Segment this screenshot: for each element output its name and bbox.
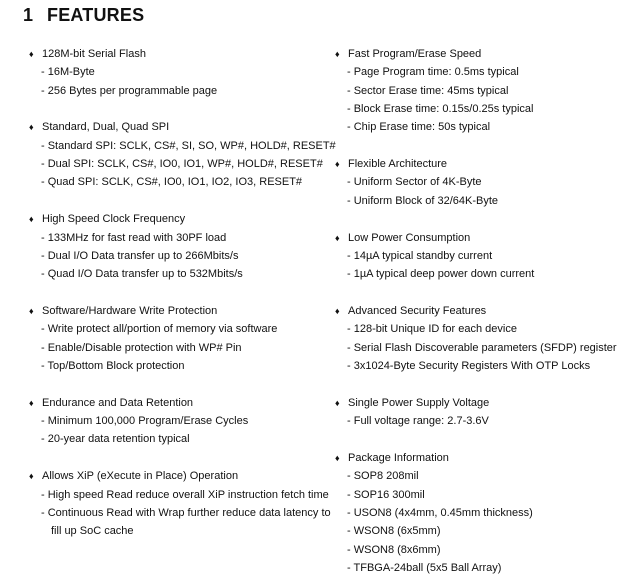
features-left-column (29, 45, 336, 541)
feature-group-xip (29, 467, 329, 540)
feature-item: - Uniform Sector of 4K-Byte (347, 176, 482, 189)
feature-title: ♦ Flexible Architecture (335, 155, 635, 173)
feature-item: - 16M-Byte (41, 66, 95, 79)
diamond-bullet-icon: ♦ (29, 49, 34, 59)
feature-item: - Quad SPI: SCLK, CS#, IO0, IO1, IO2, IO3, RESET# (41, 176, 303, 189)
feature-item: - 128-bit Unique ID for each device (347, 323, 517, 336)
feature-item: - TFBGA-24ball (5x5 Ball Array) (347, 561, 502, 574)
feature-group-security (335, 302, 635, 375)
feature-group-program-erase (335, 45, 635, 136)
feature-group-package (335, 449, 635, 577)
feature-item: - Standard SPI: SCLK, CS#, SI, SO, WP#, HOLD#, RESET# (41, 139, 336, 152)
diamond-bullet-icon: ♦ (335, 232, 340, 243)
feature-item: - Dual I/O Data transfer up to 266Mbits/s (41, 249, 239, 262)
features-right-column (335, 45, 635, 577)
feature-group-spi (29, 118, 336, 191)
feature-item: - Continuous Read with Wrap further reduce data latency to (41, 506, 331, 519)
feature-item: - 14µA typical standby current (347, 249, 493, 262)
feature-item: - Quad I/O Data transfer up to 532Mbits/s (41, 268, 243, 281)
feature-item: - Chip Erase time: 50s typical (347, 121, 491, 134)
feature-title: ♦ Standard, Dual, Quad SPI (29, 118, 329, 136)
feature-item: - 20-year data retention typical (41, 433, 190, 446)
feature-item: - Sector Erase time: 45ms typical (347, 84, 509, 97)
feature-item: - WSON8 (6x5mm) (347, 525, 441, 538)
feature-group-power-supply (335, 394, 635, 431)
feature-title: ♦ High Speed Clock Frequency (29, 210, 329, 228)
feature-group-architecture (335, 155, 635, 210)
diamond-bullet-icon: ♦ (335, 397, 340, 408)
diamond-bullet-icon: ♦ (335, 49, 340, 59)
feature-group-serial-flash (29, 45, 329, 100)
feature-title: ♦ Allows XiP (eXecute in Place) Operation (29, 467, 329, 485)
feature-item: - 256 Bytes per programmable page (41, 84, 218, 97)
feature-title: ♦ Advanced Security Features (335, 302, 635, 320)
diamond-bullet-icon: ♦ (29, 306, 34, 317)
feature-title: ♦ Software/Hardware Write Protection (29, 302, 329, 320)
diamond-bullet-icon: ♦ (29, 214, 34, 225)
feature-item: - Write protect all/portion of memory via software (41, 323, 278, 336)
diamond-bullet-icon: ♦ (29, 471, 34, 482)
feature-item: - 133MHz for fast read with 30PF load (41, 231, 227, 244)
feature-item: - Top/Bottom Block protection (41, 359, 185, 372)
feature-group-endurance (29, 394, 329, 449)
diamond-bullet-icon: ♦ (335, 453, 340, 464)
feature-item: - 1µA typical deep power down current (347, 268, 535, 281)
feature-item: - SOP16 300mil (347, 488, 425, 501)
feature-item: - Dual SPI: SCLK, CS#, IO0, IO1, WP#, HOLD#, RESET# (41, 158, 323, 171)
feature-item: - WSON8 (8x6mm) (347, 543, 441, 556)
feature-title: ♦ Endurance and Data Retention (29, 394, 329, 412)
feature-group-write-protection (29, 302, 329, 375)
feature-item: - High speed Read reduce overall XiP instruction fetch time (41, 488, 329, 501)
feature-item: - Uniform Block of 32/64K-Byte (347, 194, 499, 207)
feature-title: ♦ Fast Program/Erase Speed (335, 45, 635, 63)
feature-title: ♦ Low Power Consumption (335, 229, 635, 247)
feature-item-continuation: fill up SoC cache (51, 525, 134, 538)
feature-title: ♦ Single Power Supply Voltage (335, 394, 635, 412)
feature-item: - 3x1024-Byte Security Registers With OTP Locks (347, 359, 591, 372)
diamond-bullet-icon: ♦ (29, 397, 34, 408)
section-number: 1 (23, 5, 34, 25)
feature-title: ♦ Package Information (335, 449, 635, 467)
feature-item: - Serial Flash Discoverable parameters (SFDP) register (347, 341, 617, 354)
feature-item: - Block Erase time: 0.15s/0.25s typical (347, 102, 534, 115)
feature-item: - Full voltage range: 2.7-3.6V (347, 415, 489, 428)
section-title: FEATURES (47, 5, 145, 25)
feature-title: ♦ 128M-bit Serial Flash (29, 45, 329, 63)
feature-group-low-power (335, 229, 635, 284)
feature-item: - Enable/Disable protection with WP# Pin (41, 341, 242, 354)
feature-item: - Minimum 100,000 Program/Erase Cycles (41, 415, 249, 428)
diamond-bullet-icon: ♦ (335, 306, 340, 317)
feature-group-clock (29, 210, 329, 283)
diamond-bullet-icon: ♦ (335, 159, 340, 170)
feature-item: - USON8 (4x4mm, 0.45mm thickness) (347, 506, 533, 519)
section-heading (23, 5, 144, 26)
feature-item: - SOP8 208mil (347, 470, 419, 483)
diamond-bullet-icon: ♦ (29, 122, 34, 133)
feature-item: - Page Program time: 0.5ms typical (347, 66, 519, 79)
